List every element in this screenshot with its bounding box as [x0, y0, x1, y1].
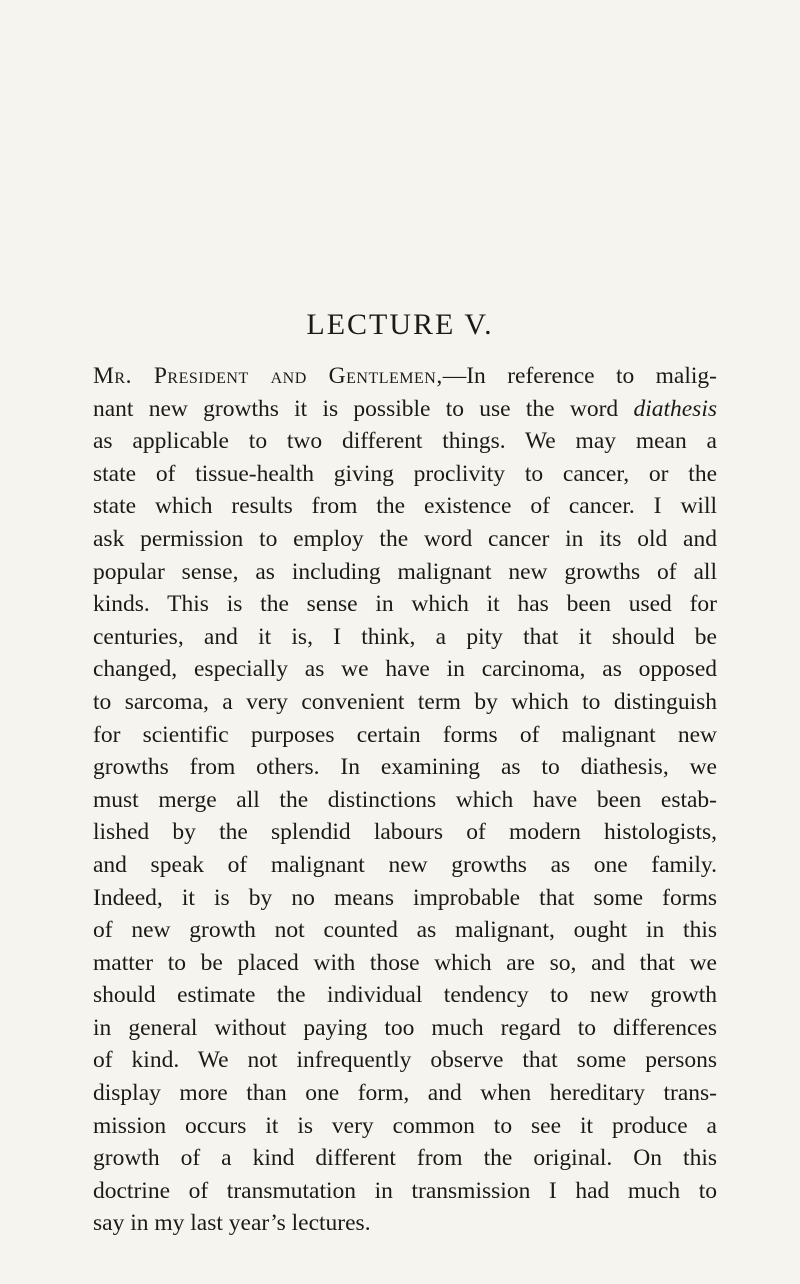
paragraph-line	[93, 882, 717, 915]
line-text: state which results from the existence of cancer. I will	[93, 493, 717, 520]
line-text: centuries, and it is, I think, a pity that it should be	[93, 623, 717, 650]
paragraph-line	[93, 719, 717, 752]
line-text: state of tissue-health giving proclivity to cancer, or the	[93, 460, 717, 487]
line-text: doctrine of transmutation in transmission I had much to	[93, 1177, 717, 1204]
line-text: growth of a kind different from the original. On this	[93, 1145, 717, 1172]
line-text: for scientific purposes certain forms of malignant new	[93, 721, 717, 748]
paragraph-line	[93, 458, 717, 491]
salutation: Mr. President and Gentlemen,	[93, 363, 443, 389]
line-text: lished by the splendid labours of modern histologists,	[93, 819, 717, 846]
paragraph-line	[93, 393, 717, 426]
paragraph-line	[93, 1175, 717, 1208]
line-text: Indeed, it is by no means improbable that some forms	[93, 884, 717, 911]
paragraph-line	[93, 490, 717, 523]
line-text: must merge all the distinctions which have been estab-	[93, 786, 717, 813]
paragraph-line	[93, 1077, 717, 1110]
paragraph-line	[93, 784, 717, 817]
line-text: —In reference to malig-	[442, 363, 717, 389]
line-text: growths from others. In examining as to diathesis, we	[93, 754, 717, 781]
paragraph-line	[93, 556, 717, 589]
paragraph-line	[93, 914, 717, 947]
paragraph-line	[93, 816, 717, 849]
paragraph-line	[93, 1142, 717, 1175]
paragraph-line	[93, 653, 717, 686]
line-text: mission occurs it is very common to see it produce a	[93, 1112, 717, 1139]
paragraph-line	[93, 751, 717, 784]
line-text: should estimate the individual tendency to new growth	[93, 982, 717, 1009]
line-text: of new growth not counted as malignant, ought in this	[93, 917, 717, 944]
paragraph-line	[93, 621, 717, 654]
line-text: of kind. We not infrequently observe that some persons	[93, 1047, 717, 1074]
paragraph-line	[93, 979, 717, 1012]
line-text: to sarcoma, a very convenient term by which to distinguish	[93, 688, 717, 715]
line-text: changed, especially as we have in carcinoma, as opposed	[93, 656, 717, 683]
paragraph-line	[93, 686, 717, 719]
line-text: popular sense, as including malignant new growths of all	[93, 558, 717, 585]
paragraph-line	[93, 849, 717, 882]
paragraph-line	[93, 1012, 717, 1045]
line-text: nant new growths it is possible to use the word	[93, 395, 634, 422]
paragraph-line	[93, 1044, 717, 1077]
paragraph-line	[93, 523, 717, 556]
line-text: and speak of malignant new growths as one family.	[93, 851, 717, 878]
line-text: display more than one form, and when hereditary trans-	[93, 1080, 717, 1107]
paragraph-line	[93, 425, 717, 458]
line-text: matter to be placed with those which are so, and that we	[93, 949, 717, 976]
lecture-paragraph	[93, 360, 717, 1240]
line-text: in general without paying too much regard to differences	[93, 1014, 717, 1041]
paragraph-line	[93, 360, 717, 393]
lecture-heading: LECTURE V.	[306, 308, 494, 341]
emphasized-word: diathesis	[633, 395, 717, 422]
paragraph-line	[93, 1110, 717, 1143]
line-text: kinds. This is the sense in which it has been used for	[93, 591, 717, 618]
paragraph-line	[93, 588, 717, 621]
paragraph-line	[93, 947, 717, 980]
line-text: as applicable to two different things. We may mean a	[93, 428, 717, 455]
line-text: ask permission to employ the word cancer in its old and	[93, 525, 717, 552]
paragraph-line	[93, 1207, 717, 1240]
line-text: say in my last year’s lectures.	[93, 1210, 371, 1237]
